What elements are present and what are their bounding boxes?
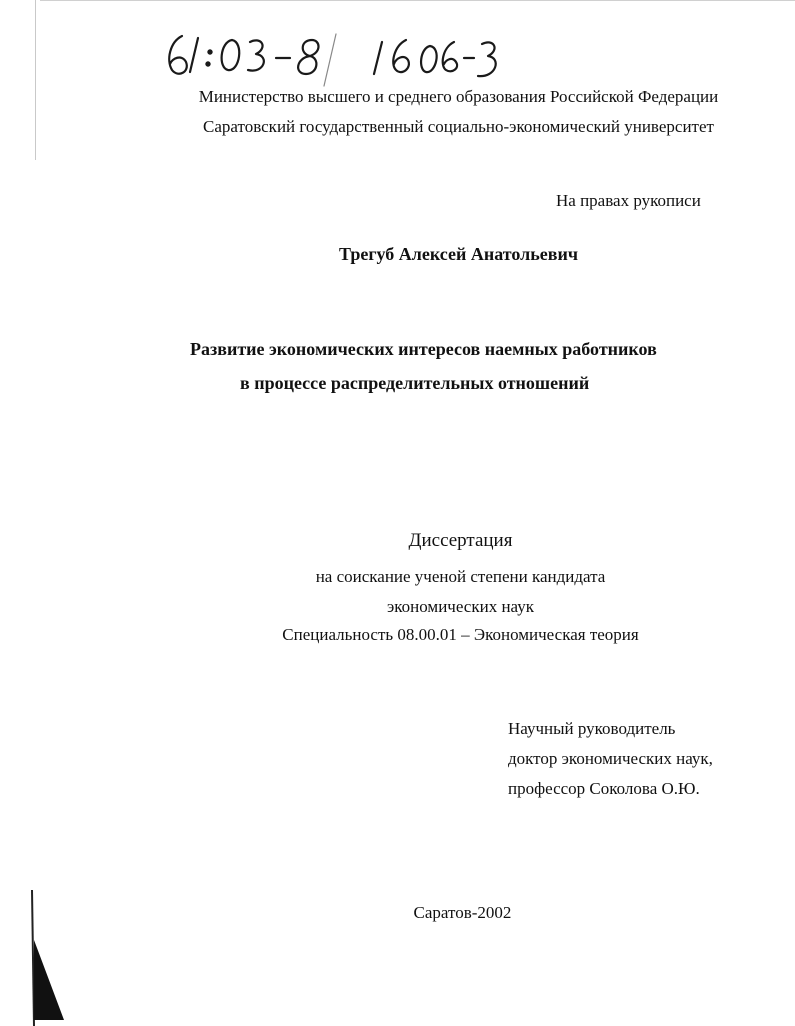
- document-type-heading: Диссертация: [408, 530, 513, 551]
- university-line: Саратовский государственный социально-экономический университет: [203, 117, 714, 136]
- specialty-line: Специальность 08.00.01 – Экономическая теория: [282, 625, 639, 644]
- dissertation-title-line-1: Развитие экономических интересов наемных работников: [190, 339, 657, 359]
- supervisor-degree: доктор экономических наук,: [508, 749, 713, 768]
- handwritten-archive-number: [160, 28, 520, 88]
- ministry-line: Министерство высшего и среднего образования Российской Федерации: [198, 87, 719, 106]
- supervisor-role: Научный руководитель: [508, 719, 676, 738]
- scan-binding-shadow: [28, 890, 68, 1026]
- supervisor-name: профессор Соколова О.Ю.: [508, 779, 700, 798]
- degree-line-1: на соискание ученой степени кандидата: [315, 567, 606, 586]
- rights-note: На правах рукописи: [556, 191, 701, 210]
- author-name: Трегуб Алексей Анатольевич: [339, 244, 578, 264]
- city-year: Саратов-2002: [413, 903, 512, 922]
- dissertation-title-line-2: в процессе распределительных отношений: [240, 373, 590, 393]
- degree-line-2: экономических наук: [386, 597, 535, 616]
- scan-edge-top: [40, 0, 795, 1]
